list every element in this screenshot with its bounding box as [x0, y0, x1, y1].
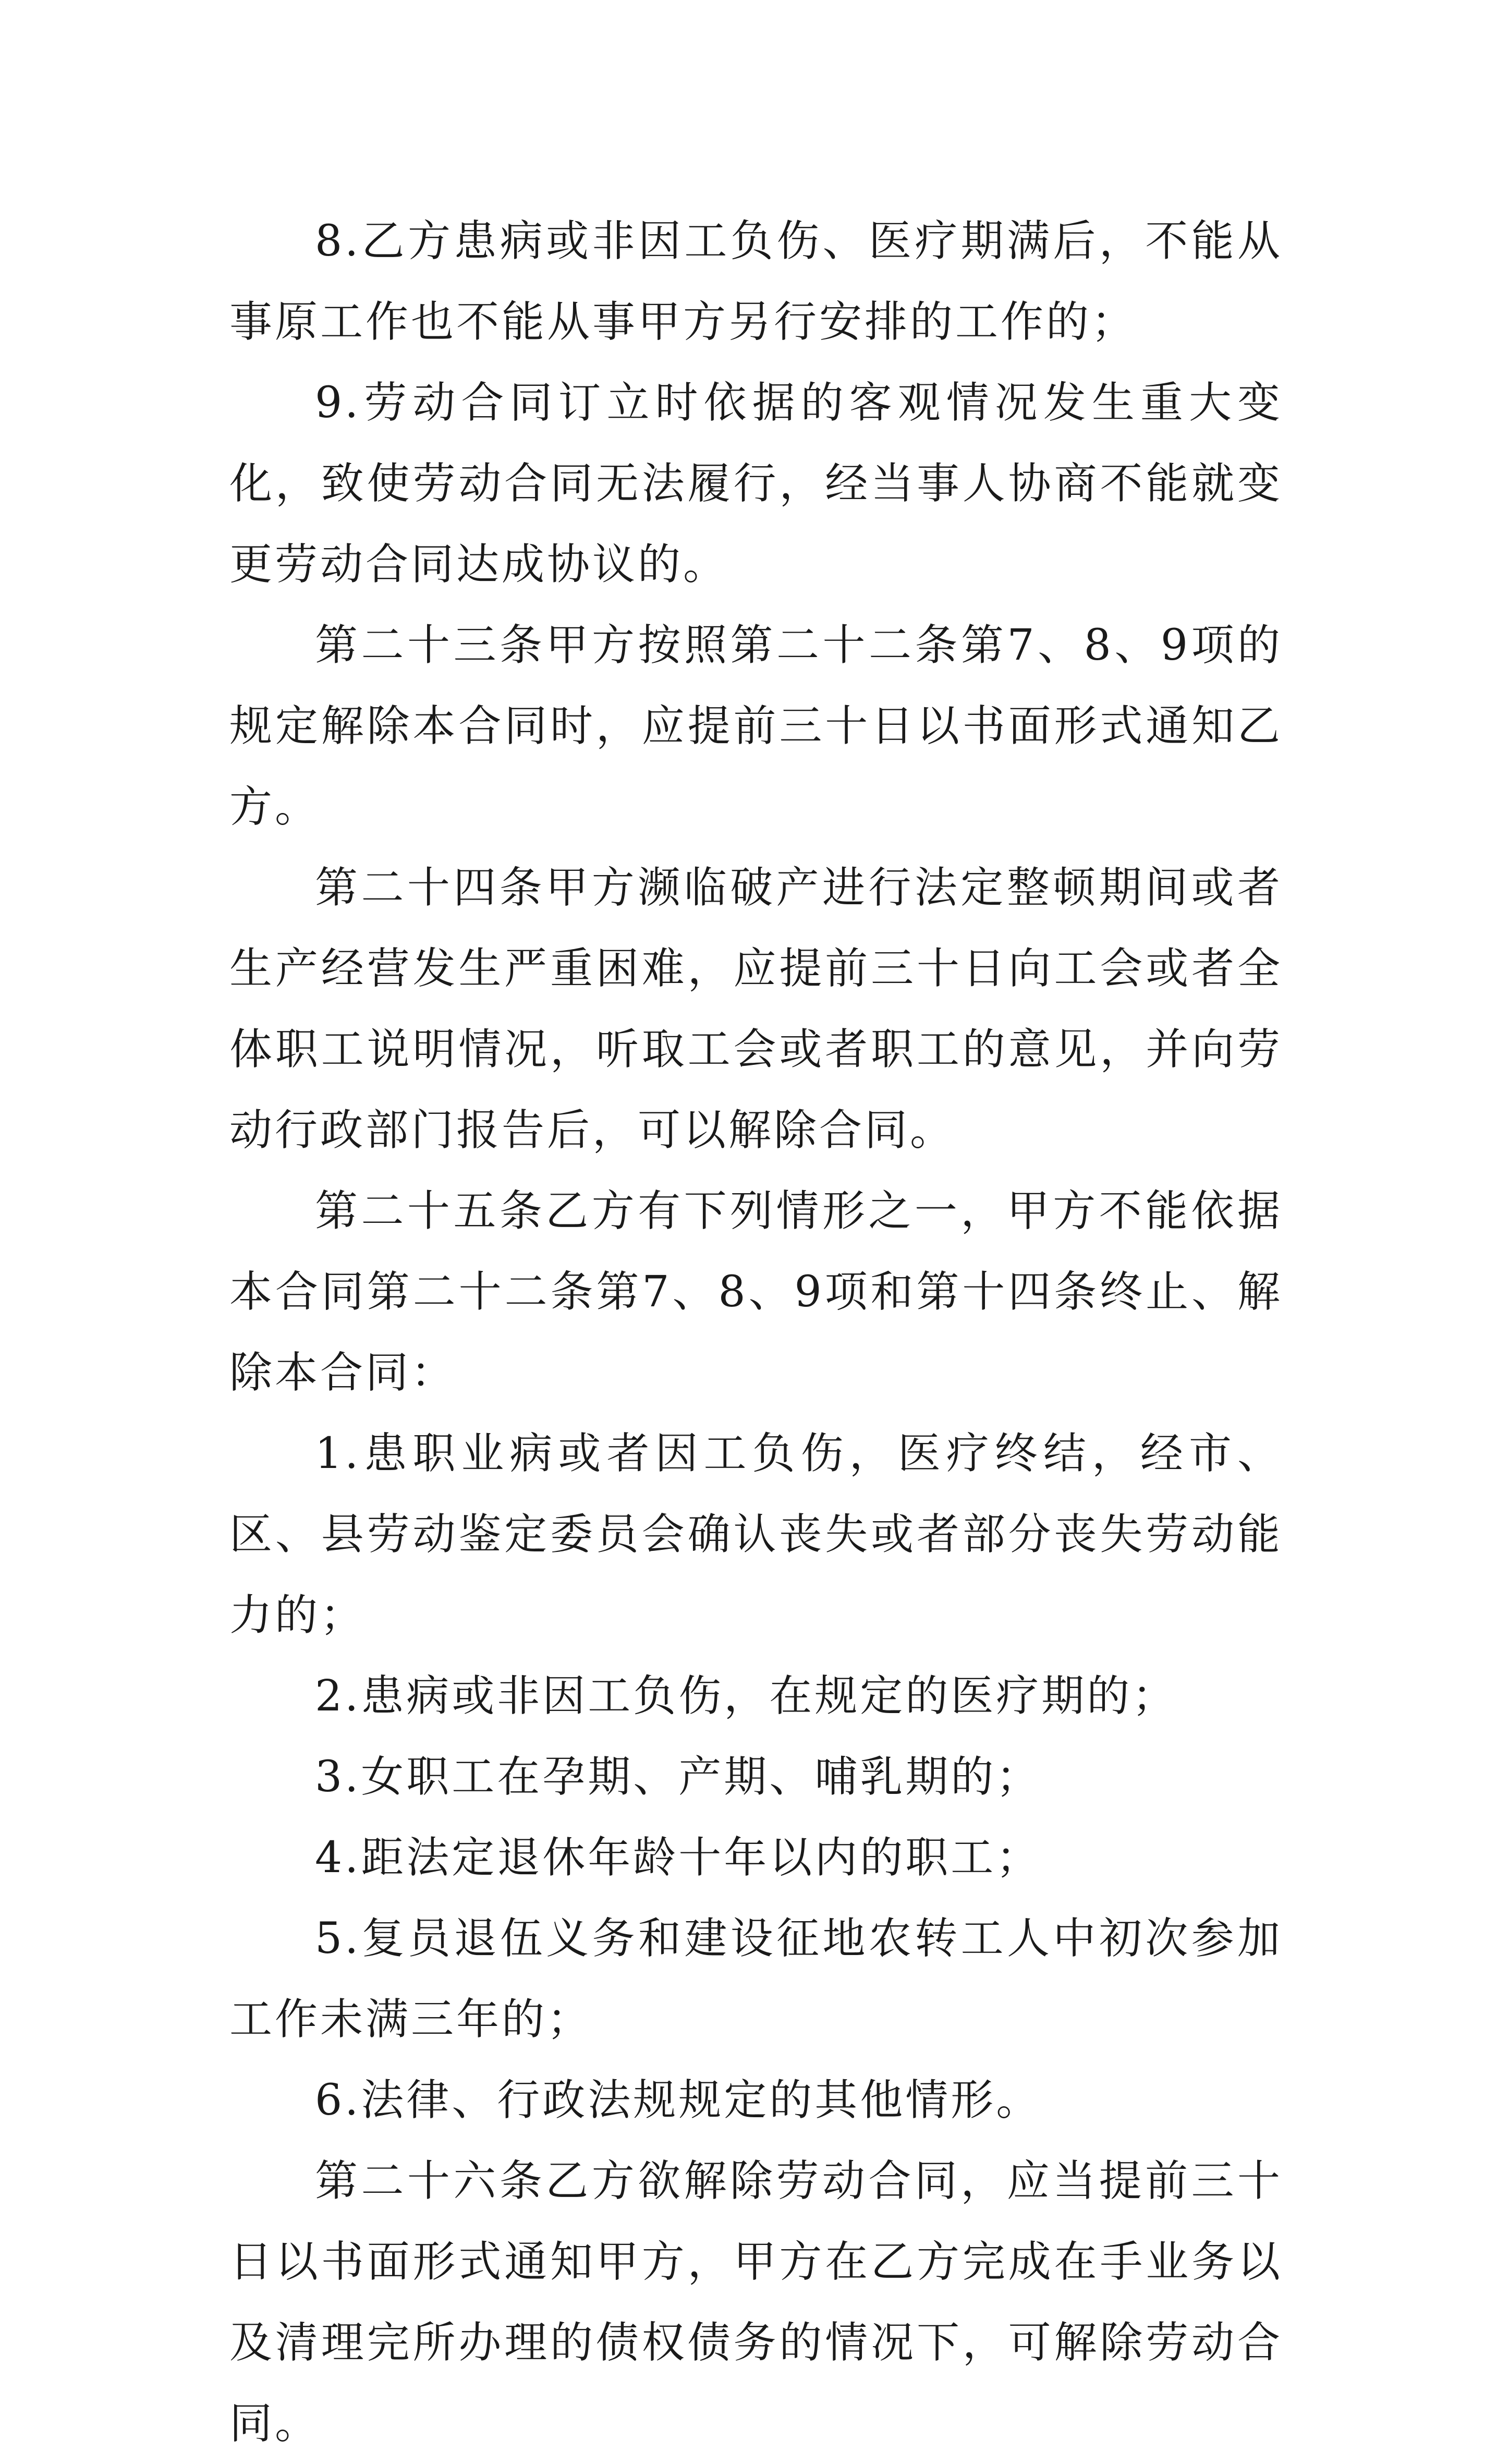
paragraph-article-24: 第二十四条甲方濒临破产进行法定整顿期间或者生产经营发生严重困难，应提前三十日向工会或者全体职工说明情况，听取工会或者职工的意见，并向劳动行政部门报告后，可以解除合同。	[229, 863, 1283, 1155]
paragraph-clause-6: 6.法律、行政法规规定的其他情形。	[315, 2075, 1042, 2125]
paragraph-article-25: 第二十五条乙方有下列情形之一，甲方不能依据本合同第二十二条第7、8、9项和第十四条终止、解除本合同：	[229, 1186, 1283, 1398]
paragraph-article-26: 第二十六条乙方欲解除劳动合同，应当提前三十日以书面形式通知甲方，甲方在乙方完成在手业务以及清理完所办理的债权债务的情况下，可解除劳动合同。	[229, 2156, 1283, 2448]
paragraph-item-9: 9.劳动合同订立时依据的客观情况发生重大变化，致使劳动合同无法履行，经当事人协商不能就变更劳动合同达成协议的。	[229, 378, 1283, 589]
paragraph-clause-5: 5.复员退伍义务和建设征地农转工人中初次参加工作未满三年的；	[229, 1914, 1283, 2044]
document-body	[229, 201, 1283, 2464]
paragraph-item-8: 8.乙方患病或非因工负伤、医疗期满后，不能从事原工作也不能从事甲方另行安排的工作的；	[229, 216, 1283, 347]
paragraph-article-23: 第二十三条甲方按照第二十二条第7、8、9项的规定解除本合同时，应提前三十日以书面形式通知乙方。	[229, 621, 1283, 832]
paragraph-clause-2: 2.患病或非因工负伤，在规定的医疗期的；	[315, 1671, 1178, 1721]
paragraph-clause-1: 1.患职业病或者因工负伤，医疗终结，经市、区、县劳动鉴定委员会确认丧失或者部分丧失劳动能力的；	[229, 1429, 1283, 1640]
paragraph-clause-3: 3.女职工在孕期、产期、哺乳期的；	[315, 1752, 1042, 1802]
paragraph-clause-4: 4.距法定退休年龄十年以内的职工；	[315, 1833, 1042, 1883]
